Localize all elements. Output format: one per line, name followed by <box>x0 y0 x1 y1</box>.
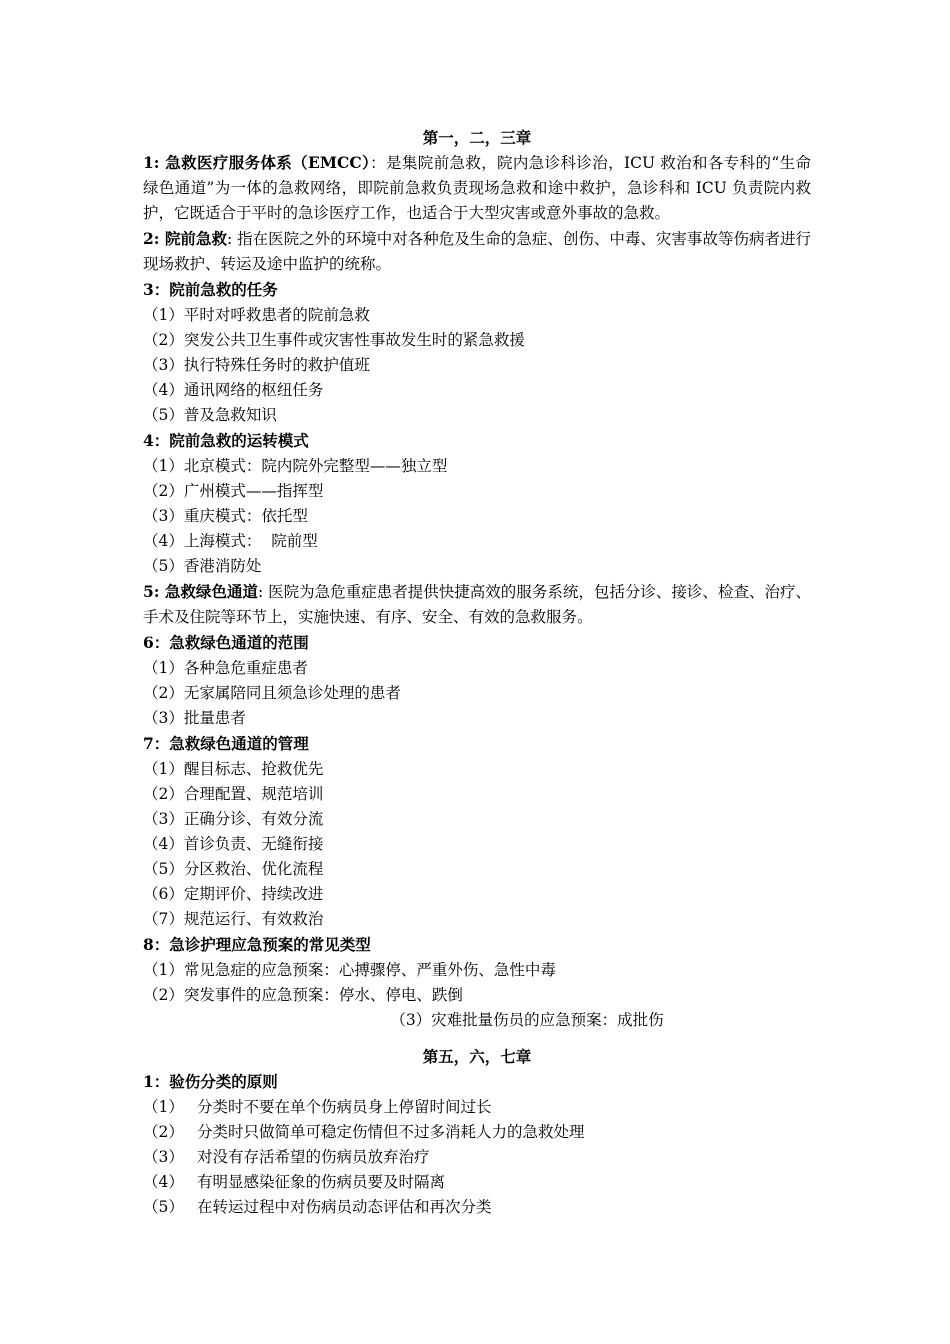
list-item: （5）分区救治、优化流程 <box>143 860 324 878</box>
list-item-text: 分类时不要在单个伤病员身上停留时间过长 <box>197 1098 492 1116</box>
list-item: （7）规范运行、有效救治 <box>143 910 324 928</box>
list-item: （4）通讯网络的枢纽任务 <box>143 381 324 399</box>
list-item: （3）重庆模式：依托型 <box>143 507 308 525</box>
term-green-channel: 5: 急救绿色通道 <box>143 582 258 601</box>
list-item <box>143 1095 811 1120</box>
list-item <box>143 1120 811 1145</box>
list-item: （1）各种急危重症患者 <box>143 659 308 677</box>
chapter-1-3-section <box>143 125 811 1033</box>
chapter-5-7-section <box>143 1044 811 1220</box>
list-item: （1）常见急症的应急预案：心搏骤停、严重外伤、急性中毒 <box>143 961 556 979</box>
list-item: （2）合理配置、规范培训 <box>143 785 324 803</box>
term-prehospital: 2: 院前急救 <box>143 229 227 248</box>
list-item: （4）上海模式： 院前型 <box>143 532 318 550</box>
list-item-number: （2） <box>143 1123 184 1141</box>
list-item: （2）广州模式——指挥型 <box>143 482 324 500</box>
list-item-text: 在转运过程中对伤病员动态评估和再次分类 <box>197 1198 492 1216</box>
list-item: （3）灾难批量伤员的应急预案：成批伤 <box>390 1011 664 1029</box>
list-item: （3）执行特殊任务时的救护值班 <box>143 356 370 374</box>
chapter-title: 第一，二，三章 <box>422 128 532 147</box>
paragraph-prehospital <box>143 226 811 277</box>
list-item: （5）香港消防处 <box>143 557 262 575</box>
list-item <box>143 1145 811 1170</box>
definition-prehospital: : 指在医院之外的环境中对各种危及生命的急症、创伤、中毒、灾害事故等伤病者进行现场救护、转运及途中监护的统称。 <box>143 230 812 273</box>
heading-6: 6：急救绿色通道的范围 <box>143 633 309 652</box>
definition-emcc: ：是集院前急救，院内急诊科诊治，ICU 救治和各专科的“生命绿色通道”为一体的急救网络，即院前急救负责现场急救和途中救护，急诊科和 ICU 负责院内救护，它既适合于平时的急诊医疗工作，也适合于大型灾害或意外事故的急救。 <box>143 154 811 222</box>
term-emcc: 1: 急救医疗服务体系（EMCC） <box>143 153 371 172</box>
list-item <box>143 1170 811 1195</box>
list-item-text: 有明显感染征象的伤病员要及时隔离 <box>197 1173 446 1191</box>
list-item: （3）批量患者 <box>143 709 246 727</box>
list-item-number: （1） <box>143 1098 184 1116</box>
list-item-text: 分类时只做简单可稳定伤情但不过多消耗人力的急救处理 <box>197 1123 585 1141</box>
list-item: （4）首诊负责、无缝衔接 <box>143 835 324 853</box>
list-item: （2）突发公共卫生事件或灾害性事故发生时的紧急救援 <box>143 331 525 349</box>
heading-7: 7：急救绿色通道的管理 <box>143 734 309 753</box>
list-item-text: 对没有存活希望的伤病员放弃治疗 <box>197 1148 430 1166</box>
list-item: （1）醒目标志、抢救优先 <box>143 760 324 778</box>
heading-1: 1：验伤分类的原则 <box>143 1072 278 1091</box>
list-item: （5）普及急救知识 <box>143 406 277 424</box>
list-item: （2）突发事件的应急预案：停水、停电、跌倒 <box>143 986 463 1004</box>
paragraph-green-channel <box>143 579 811 630</box>
definition-green-channel: : 医院为急危重症患者提供快捷高效的服务系统，包括分诊、接诊、检查、治疗、手术及住院等环节上，实施快速、有序、安全、有效的急救服务。 <box>143 583 812 626</box>
heading-8: 8：急诊护理应急预案的常见类型 <box>143 935 371 954</box>
list-item: （6）定期评价、持续改进 <box>143 885 324 903</box>
list-item: （3）正确分诊、有效分流 <box>143 810 324 828</box>
list-item: （1）平时对呼救患者的院前急救 <box>143 306 370 324</box>
list-item-number: （4） <box>143 1173 184 1191</box>
paragraph-emcc <box>143 150 811 226</box>
list-item-number: （3） <box>143 1148 184 1166</box>
list-item: （1）北京模式：院内院外完整型——独立型 <box>143 457 448 475</box>
heading-4: 4：院前急救的运转模式 <box>143 431 309 450</box>
list-item-number: （5） <box>143 1198 184 1216</box>
list-item: （2）无家属陪同且须急诊处理的患者 <box>143 684 401 702</box>
list-item <box>143 1195 811 1220</box>
chapter-title: 第五，六，七章 <box>422 1047 532 1066</box>
heading-3: 3：院前急救的任务 <box>143 280 278 299</box>
